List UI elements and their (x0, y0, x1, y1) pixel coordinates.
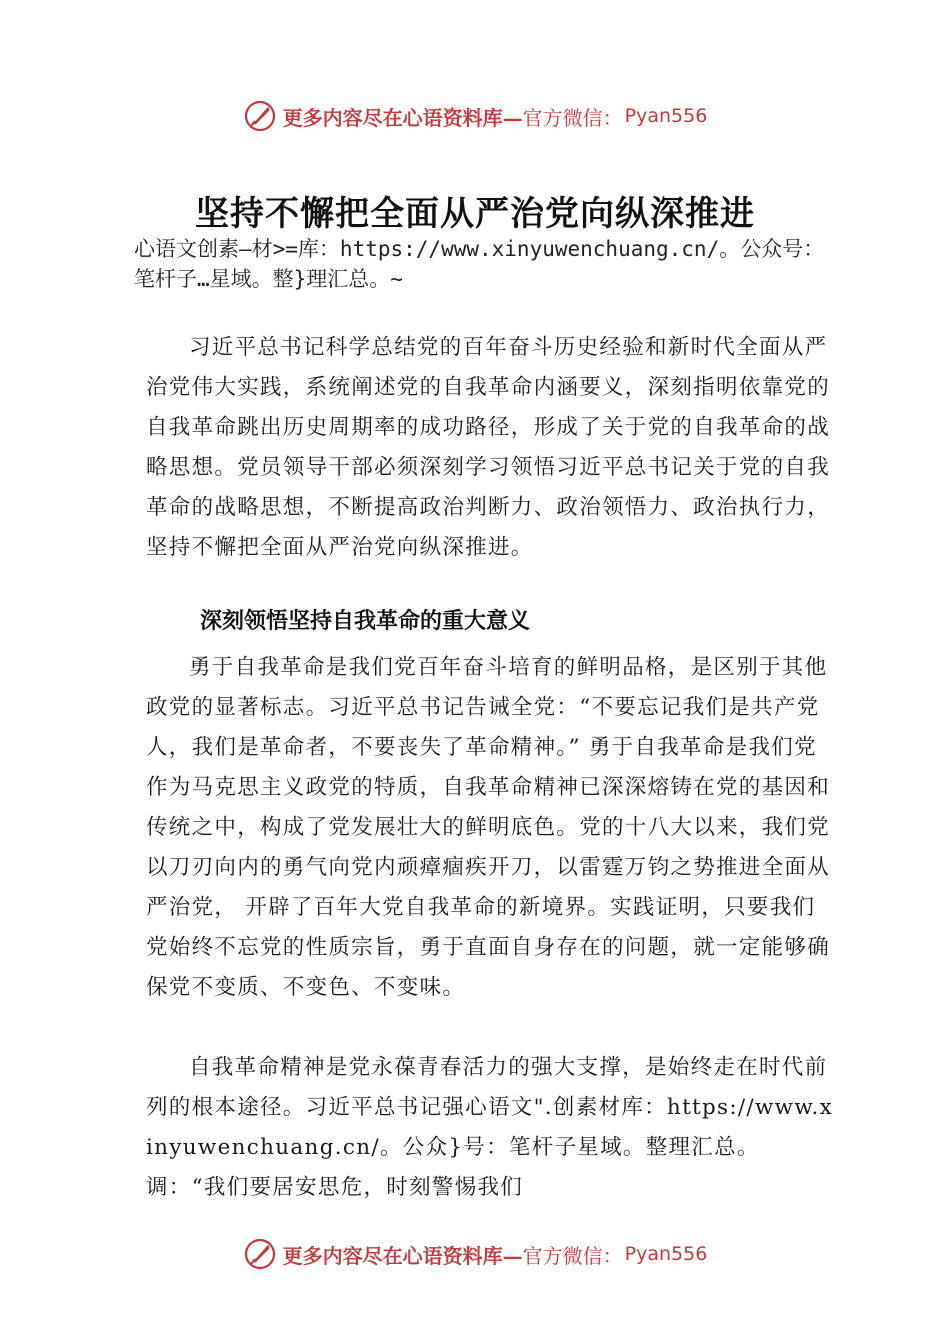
paragraph-3 (146, 1048, 836, 1208)
feather-pen-logo-icon (243, 99, 277, 133)
section-heading: 深刻领悟坚持自我革命的重大意义 (200, 609, 531, 634)
paragraph-1 (146, 328, 836, 568)
footer-banner (0, 1232, 950, 1276)
banner-slogan: 更多内容尽在心语资料库— (282, 105, 523, 130)
paragraph-1-text: 习近平总书记科学总结党的百年奋斗历史经验和新时代全面从严治党伟大实践，系统阐述党的自我革命内涵要义，深刻指明依靠党的自我革命跳出历史周期率的成功路径，形成了关于党的自我革命的战略思想。党员领导干部必须深刻学习领悟习近平总书记关于党的自我革命的战略思想，不断提高政治判断力、政治领悟力、政治执行力，坚持不懈把全面从严治党向纵深推进。 (146, 335, 831, 560)
feather-pen-logo-icon (243, 1237, 277, 1271)
banner-contact-label: 官方微信： (522, 105, 623, 130)
paragraph-2 (146, 648, 836, 1008)
banner-contact-label: 官方微信： (522, 1243, 623, 1268)
source-line: 心语文创素—材>=库：https://www.xinyuwenchuang.cn/。公众号：笔杆子…星域。整}理汇总。~ (134, 237, 825, 291)
paragraph-3-text: 自我革命精神是党永葆青春活力的强大支撑，是始终走在时代前列的根本途径。习近平总书记强心语文".创素材库：https://www.xinyuwenchuang.cn/。公众}号：笔杆子星域。整理汇总。调：“我们要居安思危，时刻警惕我们 (146, 1055, 834, 1200)
banner-contact-id: Pyan556 (624, 1243, 708, 1265)
banner-contact-id: Pyan556 (624, 105, 708, 127)
header-banner (0, 94, 950, 138)
document-title: 坚持不懈把全面从严治党向纵深推进 (195, 194, 755, 234)
paragraph-2-text: 勇于自我革命是我们党百年奋斗培育的鲜明品格，是区别于其他政党的显著标志。习近平总书记告诫全党：“不要忘记我们是共产党人，我们是革命者，不要丧失了革命精神。” 勇于自我革命是我们党作为马克思主义政党的特质，自我革命精神已深深熔铸在党的基因和传统之中，构成了党发展壮大的鲜明底色。党的十八大以来，我们党以刀刃向内的勇气向党内顽瘴痼疾开刀，以雷霆万钧之势推进全面从严治党， 开辟了百年大党自我革命的新境界。实践证明，只要我们党始终不忘党的性质宗旨，勇于直面自身存在的问题，就一定能够确保党不变质、不变色、不变味。 (146, 655, 831, 1000)
banner-slogan: 更多内容尽在心语资料库— (282, 1243, 523, 1268)
